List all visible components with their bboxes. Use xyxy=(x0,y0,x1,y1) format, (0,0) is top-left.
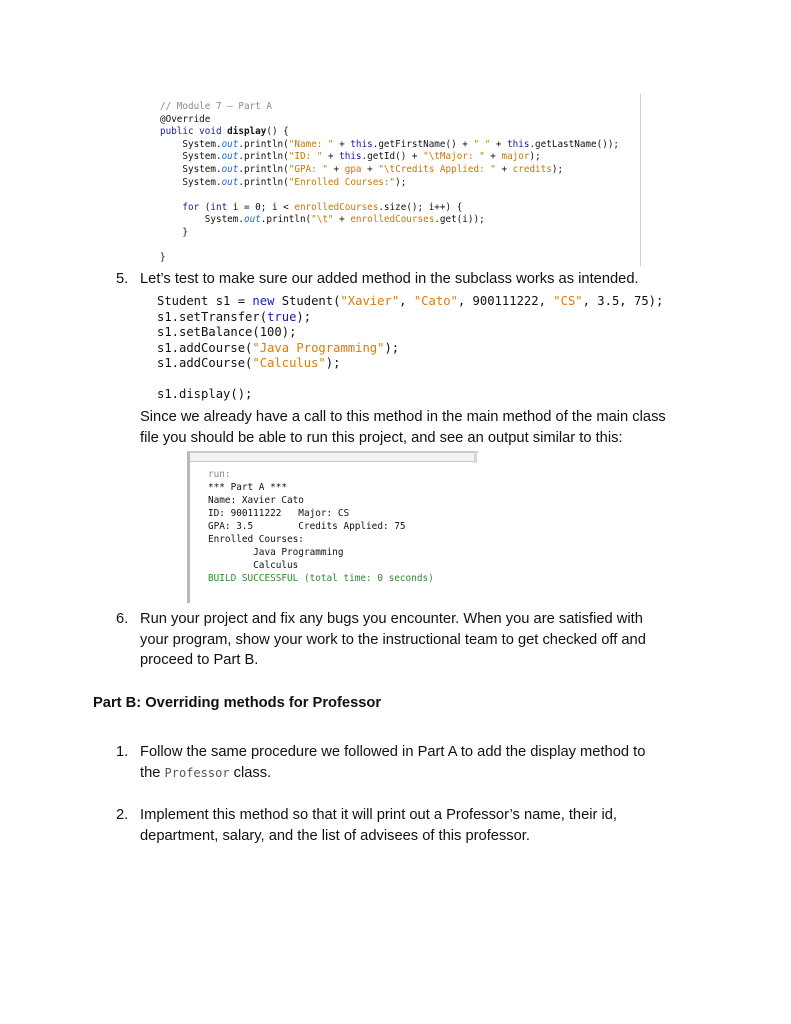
part-b-item-2-text xyxy=(140,805,617,846)
code-line-6: for (int i = 0; i < enrolledCourses.size(); i++) { xyxy=(182,201,463,213)
code-line-3: System.out.println("ID: " + this.getId() + "\tMajor: " + major); xyxy=(182,151,541,163)
console-output xyxy=(208,468,434,585)
part-b-item-1-line-1: Follow the same procedure we followed in Part A to add the display method to xyxy=(140,744,646,760)
code-snippet-test xyxy=(157,294,663,403)
step-5-paragraph-line-2: file you should be able to run this project, and see an output similar to this: xyxy=(140,429,623,446)
part-b-item-1 xyxy=(116,742,776,786)
test-line-3: s1.setBalance(100); xyxy=(157,325,297,339)
test-line-2: s1.setTransfer(true); xyxy=(157,309,312,324)
step-6-line-1: Run your project and fix any bugs you encounter. When you are satisfied with xyxy=(140,611,643,627)
step-6-line-3: proceed to Part B. xyxy=(140,652,259,669)
test-line-1: Student s1 = new Student("Xavier", "Cato", 900111222, "CS", 3.5, 75); xyxy=(157,294,664,308)
code-line-1: public void display() { xyxy=(160,126,289,138)
code-annotation: @Override xyxy=(160,113,211,125)
part-b-item-2-line-1: Implement this method so that it will print out a Professor’s name, their id, xyxy=(140,807,618,823)
part-b-item-2-line-2: department, salary, and the list of advisees of this professor. xyxy=(140,827,530,844)
test-line-4: s1.addCourse("Java Programming"); xyxy=(157,340,400,355)
step-5-number: 5. xyxy=(116,271,129,287)
step-5-paragraph-line-1: Since we already have a call to this method in the main method of the main class xyxy=(140,409,666,425)
console-line: GPA: 3.5 Credits Applied: 75 xyxy=(208,521,406,532)
part-b-item-1-line-2 xyxy=(140,763,645,784)
step-6 xyxy=(116,609,776,675)
code-line-7: System.out.println("\t" + enrolledCourses.get(i)); xyxy=(204,214,485,226)
console-line: *** Part A *** xyxy=(208,482,288,493)
part-b-item-2 xyxy=(116,805,776,849)
part-b-item-1-pre: the xyxy=(140,764,161,781)
step-5-text: Let’s test to make sure our added method in the subclass works as intended. xyxy=(140,271,639,287)
code-line-2: System.out.println("Name: " + this.getFirstName() + " " + this.getLastName()); xyxy=(182,138,620,150)
console-line: ID: 900111222 Major: CS xyxy=(208,508,350,519)
step-6-number: 6. xyxy=(116,611,129,627)
step-5 xyxy=(116,269,776,291)
console-line: Java Programming xyxy=(208,547,344,558)
inline-code-professor: Professor xyxy=(164,765,230,780)
step-6-text xyxy=(140,609,646,671)
step-6-line-2: your program, show your work to the instructional team to get checked off and xyxy=(140,631,646,648)
code-line-8: } xyxy=(182,226,188,238)
console-line: Enrolled Courses: xyxy=(208,534,304,545)
part-b-heading: Part B: Overriding methods for Professor xyxy=(93,695,382,711)
console-line: Name: Xavier Cato xyxy=(208,495,304,506)
console-build-status: BUILD SUCCESSFUL (total time: 0 seconds) xyxy=(208,573,434,584)
step-5-paragraph xyxy=(140,407,760,448)
part-b-item-1-number: 1. xyxy=(116,744,129,760)
code-line-4: System.out.println("GPA: " + gpa + "\tCredits Applied: " + credits); xyxy=(182,163,564,175)
test-line-5: s1.addCourse("Calculus"); xyxy=(157,356,341,370)
part-b-item-2-number: 2. xyxy=(116,807,129,823)
console-tab-bar xyxy=(190,453,475,462)
code-line-5: System.out.println("Enrolled Courses:"); xyxy=(182,176,407,188)
console-line: Calculus xyxy=(208,560,299,571)
part-b-item-1-text xyxy=(140,742,645,783)
code-snippet-display-method xyxy=(152,94,641,266)
console-run-label: run: xyxy=(208,469,231,480)
code-comment: // Module 7 – Part A xyxy=(160,101,272,112)
console-output-panel xyxy=(187,451,478,603)
code-line-9: } xyxy=(160,252,166,264)
part-b-item-1-post: class. xyxy=(233,764,272,781)
test-line-7: s1.display(); xyxy=(157,387,253,401)
